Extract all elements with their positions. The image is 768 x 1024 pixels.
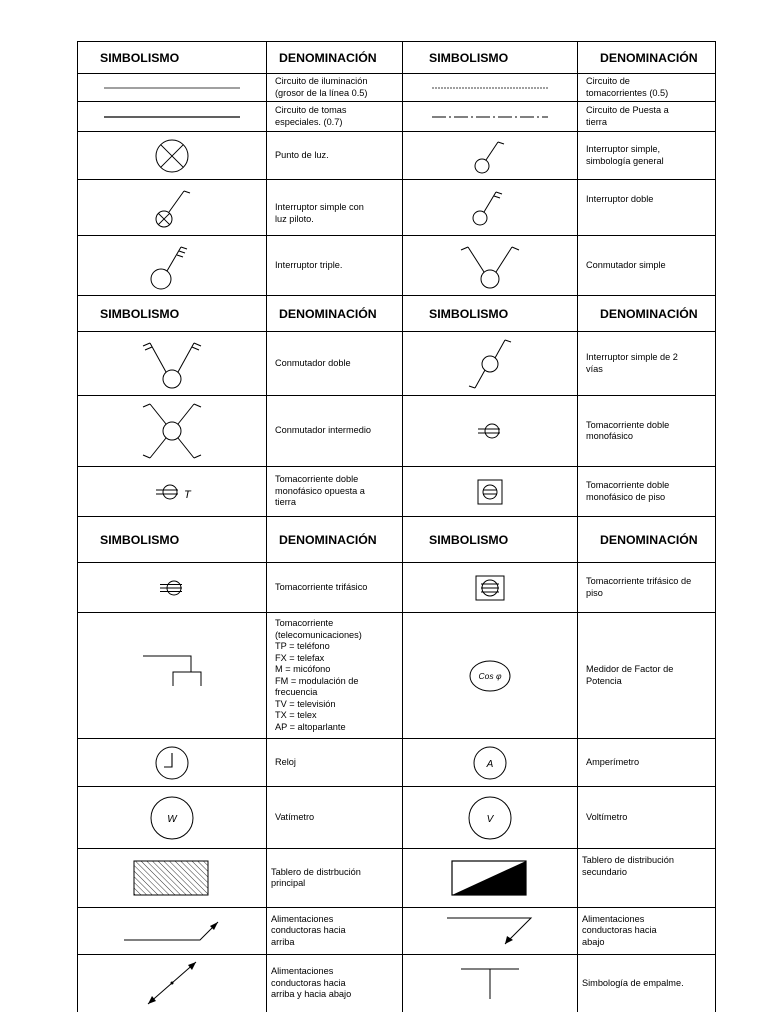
denomination-text: Amperímetro — [586, 756, 640, 767]
denomination-text: Medidor de Factor de Potencia — [586, 664, 674, 686]
header-denominacion: DENOMINACIÓN — [578, 42, 716, 74]
lighting-circuit-symbol — [78, 74, 267, 102]
denomination-text: Tomacorriente (telecomunicaciones) TP = teléfono FX = telefax M = micófono FM = modulación de frecuencia TV = televisión TX = telex AP = altoparlante — [275, 618, 362, 732]
table-row — [78, 332, 716, 396]
denomination-text: Reloj — [275, 756, 296, 767]
grounded-outlet-icon — [78, 467, 267, 517]
table-row — [78, 908, 716, 955]
wattmeter-label: W — [167, 813, 177, 825]
header-simbolismo: SIMBOLISMO — [403, 42, 578, 74]
ammeter-label: A — [486, 758, 494, 770]
two-way-switch-icon — [403, 332, 578, 396]
table-row — [78, 563, 716, 613]
denomination-text: Voltímetro — [586, 811, 628, 822]
ground-mark-label: T — [184, 488, 191, 501]
feeder-up-icon — [78, 908, 267, 955]
denomination-text: Alimentaciones conductoras hacia arriba — [271, 913, 346, 947]
table-row — [78, 396, 716, 467]
splice-icon — [403, 955, 578, 1012]
denomination-text: Circuito de tomas especiales. (0.7) — [275, 105, 347, 127]
denomination-text: Interruptor triple. — [275, 259, 343, 270]
table-row — [78, 849, 716, 908]
clock-icon — [78, 739, 267, 787]
feeder-up-down-icon — [78, 955, 267, 1012]
denomination-text: Interruptor simple, simbología general — [586, 144, 664, 166]
voltmeter-icon — [403, 787, 578, 849]
denomination-text: Interruptor simple con luz piloto. — [275, 202, 364, 224]
header-row — [78, 296, 716, 332]
intermediate-commutator-icon — [78, 396, 267, 467]
telecom-outlet-icon — [78, 613, 267, 739]
header-denominacion: DENOMINACIÓN — [578, 296, 716, 332]
header-row — [78, 42, 716, 74]
simple-commutator-icon — [403, 236, 578, 296]
denomination-text: Conmutador intermedio — [275, 425, 372, 436]
secondary-panel-icon — [403, 849, 578, 908]
floor-double-outlet-icon — [403, 467, 578, 517]
denomination-text: Conmutador doble — [275, 357, 351, 368]
denomination-text: Tomacorriente doble monofásico — [586, 419, 670, 441]
ground-circuit-symbol — [403, 102, 578, 132]
denomination-text: Tomacorriente doble monofásico opuesta a tierra — [275, 474, 365, 508]
table-row — [78, 102, 716, 132]
denomination-text: Interruptor doble — [586, 194, 654, 204]
power-factor-label: Cos φ — [478, 670, 502, 681]
denomination-text: Alimentaciones conductoras hacia arriba y hacia abajo — [271, 966, 352, 999]
table-row — [78, 180, 716, 236]
header-row — [78, 517, 716, 563]
header-simbolismo: SIMBOLISMO — [403, 517, 578, 563]
denomination-text: Circuito de iluminación (grosor de la línea 0.5) — [275, 76, 368, 98]
denomination-text: Conmutador simple — [586, 259, 666, 270]
simple-switch-icon — [403, 132, 578, 180]
pilot-switch-icon — [78, 180, 267, 236]
table-row — [78, 74, 716, 102]
denomination-text: Tablero de distrbución principal — [271, 866, 361, 888]
denomination-text: Punto de luz. — [275, 149, 329, 160]
light-point-icon — [78, 132, 267, 180]
ammeter-icon — [403, 739, 578, 787]
table-row — [78, 132, 716, 180]
double-commutator-icon — [78, 332, 267, 396]
table-row — [78, 787, 716, 849]
header-simbolismo: SIMBOLISMO — [78, 296, 267, 332]
header-denominacion: DENOMINACIÓN — [578, 517, 716, 563]
header-simbolismo: SIMBOLISMO — [78, 517, 267, 563]
double-switch-icon — [403, 180, 578, 236]
denomination-text: Simbología de empalme. — [582, 977, 684, 988]
table-row — [78, 613, 716, 739]
header-simbolismo: SIMBOLISMO — [78, 42, 267, 74]
header-denominacion: DENOMINACIÓN — [267, 42, 403, 74]
double-outlet-icon — [403, 396, 578, 467]
special-outlet-circuit-symbol — [78, 102, 267, 132]
voltmeter-label: V — [486, 813, 494, 825]
power-factor-meter-icon — [403, 613, 578, 739]
header-simbolismo: SIMBOLISMO — [403, 296, 578, 332]
table-row — [78, 467, 716, 517]
header-denominacion: DENOMINACIÓN — [267, 517, 403, 563]
main-panel-icon — [78, 849, 267, 908]
denomination-text: Vatímetro — [275, 811, 315, 822]
denomination-text: Tomacorriente trifásico — [275, 581, 368, 592]
denomination-text: Tablero de distribución secundario — [582, 855, 674, 877]
denomination-text: Alimentaciones conductoras hacia abajo — [582, 913, 657, 947]
denomination-text: Circuito de tomacorrientes (0.5) — [586, 76, 669, 98]
wattmeter-icon — [78, 787, 267, 849]
three-phase-outlet-icon — [78, 563, 267, 613]
header-denominacion: DENOMINACIÓN — [267, 296, 403, 332]
table-row — [78, 739, 716, 787]
feeder-down-icon — [403, 908, 578, 955]
symbol-table — [77, 41, 716, 1012]
outlet-circuit-symbol — [403, 74, 578, 102]
denomination-text: Circuito de Puesta a tierra — [586, 105, 669, 127]
denomination-text: Tomacorriente trifásico de piso — [586, 576, 692, 598]
denomination-text: Interruptor simple de 2 vías — [586, 352, 678, 374]
table-row — [78, 955, 716, 1012]
triple-switch-icon — [78, 236, 267, 296]
denomination-text: Tomacorriente doble monofásico de piso — [586, 480, 670, 502]
floor-three-phase-outlet-icon — [403, 563, 578, 613]
table-row — [78, 236, 716, 296]
